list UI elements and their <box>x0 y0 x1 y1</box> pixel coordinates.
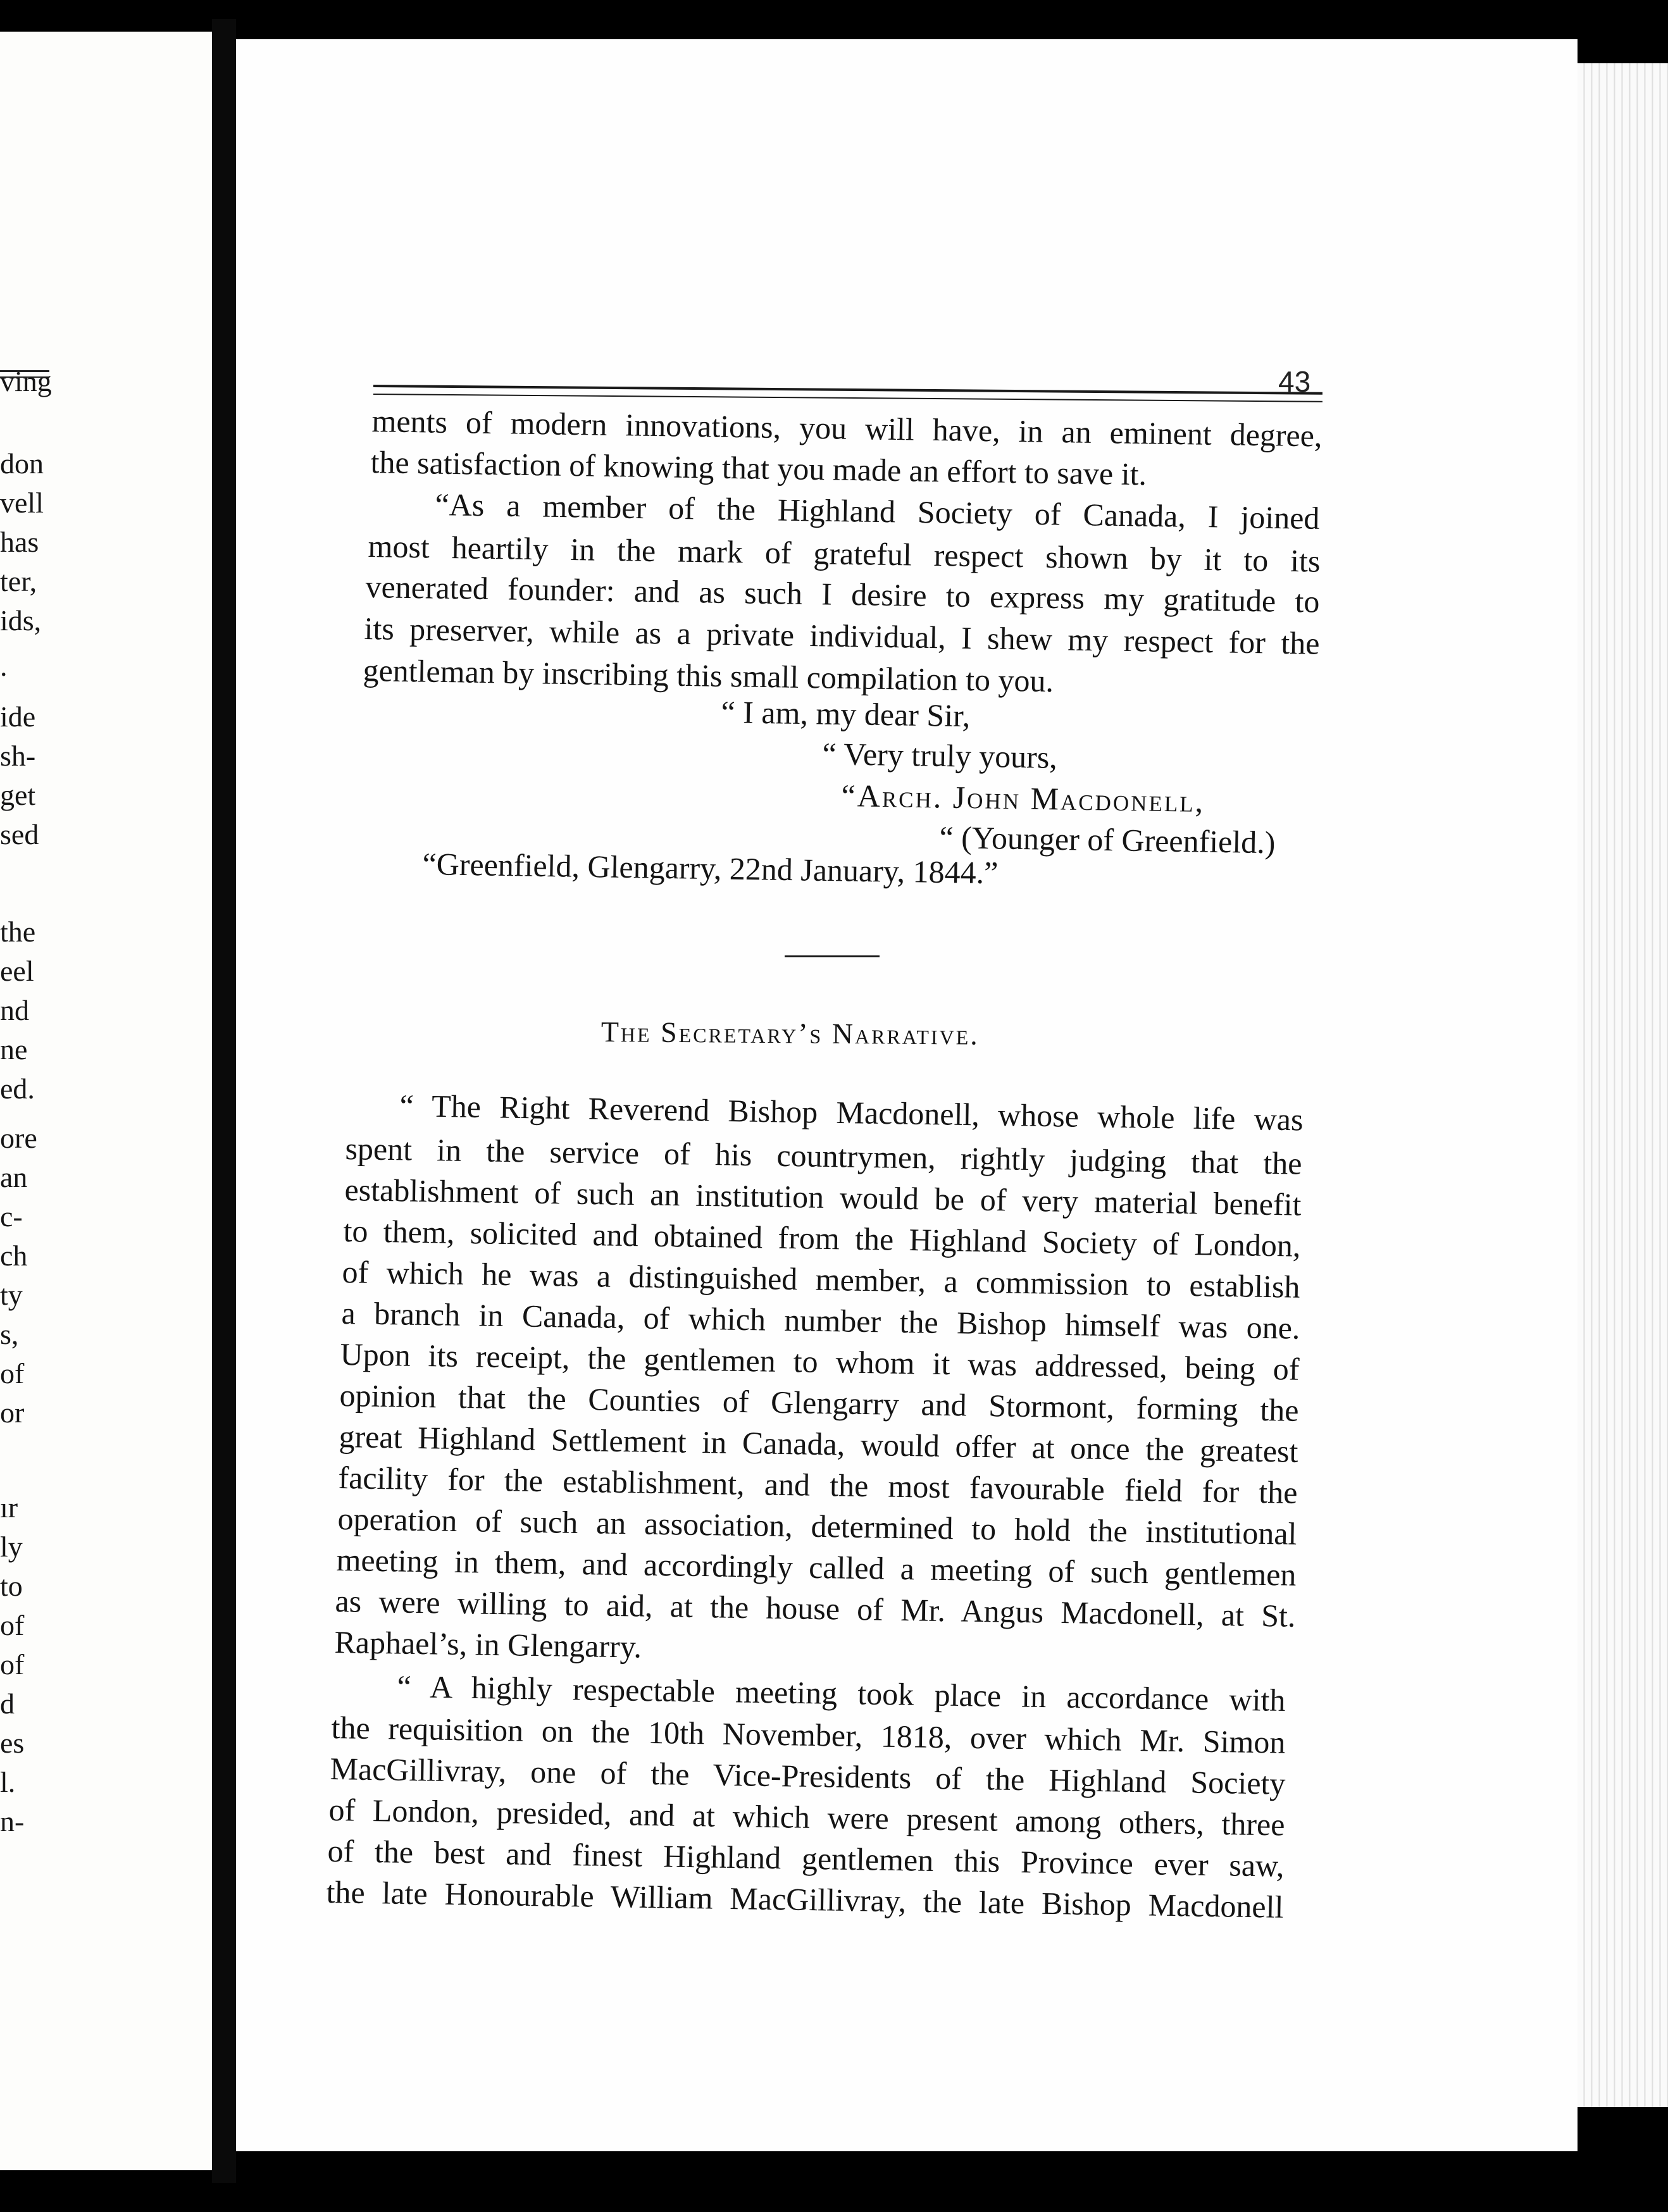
facing-page-fragment: eel <box>0 955 34 987</box>
text-line: “As a member of the Highland Society of Canada, I joined <box>435 487 1320 536</box>
facing-page-fragment: the <box>0 916 36 948</box>
text-line: Raphael’s, in Glengarry. <box>334 1624 642 1665</box>
facing-page-fragment: of <box>0 1609 25 1641</box>
text-line: spent in the service of his countrymen, rightly judging that the <box>345 1131 1302 1181</box>
text-line: gentleman by inscribing this small compilation to you. <box>363 652 1054 699</box>
text-line: most heartily in the mark of grateful respect shown by it to its <box>368 528 1321 579</box>
text-line: great Highland Settlement in Canada, would offer at once the greatest <box>339 1419 1298 1469</box>
text-line: “ A highly respectable meeting took place in accordance with <box>397 1668 1286 1718</box>
facing-page-fragment: ving <box>0 365 52 397</box>
facing-page-fragment: ids, <box>0 604 42 637</box>
text-line: of which he was a distinguished member, a commission to establish <box>342 1254 1300 1305</box>
facing-page-fragment: . <box>0 650 8 682</box>
facing-page-fragment: ed. <box>0 1072 35 1105</box>
text-line: meeting in them, and accordingly called a meeting of such gentlemen <box>336 1542 1297 1593</box>
facing-page-fragment: of <box>0 1648 25 1681</box>
text-line: the satisfaction of knowing that you made an effort to save it. <box>370 444 1147 492</box>
facing-page-fragment: nd <box>0 994 29 1026</box>
facing-page-fragment: ide <box>0 700 36 733</box>
facing-page-fragment: ter, <box>0 565 37 597</box>
facing-page-fragment: ty <box>0 1279 23 1311</box>
facing-page-fragment: c- <box>0 1200 23 1233</box>
text-line: to them, solicited and obtained from the Highland Society of London, <box>343 1213 1301 1264</box>
facing-page-fragment: or <box>0 1396 25 1429</box>
facing-page-fragment: vell <box>0 487 44 519</box>
text-line: establishment of such an institution would be of very material benefit <box>344 1172 1302 1222</box>
facing-page-fragment: ne <box>0 1033 28 1066</box>
text-line: Upon its receipt, the gentlemen to whom it was addressed, being of <box>340 1336 1300 1387</box>
letter-signature-note: “ (Younger of Greenfield.) <box>939 819 1276 861</box>
text-line: a branch in Canada, of which number the Bishop himself was one. <box>341 1295 1300 1346</box>
letter-valediction: “ Very truly yours, <box>822 736 1058 775</box>
text-line: of the best and finest Highland gentlemen this Province ever saw, <box>327 1833 1285 1884</box>
facing-page-fragment: l. <box>0 1766 16 1798</box>
facing-page-fragment: to <box>0 1570 23 1602</box>
facing-page-fragment: of <box>0 1357 25 1389</box>
facing-page-fragment: d <box>0 1687 15 1720</box>
section-divider <box>785 955 880 957</box>
facing-page-fragment: s, <box>0 1318 19 1350</box>
facing-page-fragment: ır <box>0 1491 18 1524</box>
text-line: opinion that the Counties of Glengarry and Stormont, forming the <box>339 1377 1299 1428</box>
letter-dateline: “Greenfield, Glengarry, 22nd January, 1844.” <box>422 846 999 891</box>
text-line: facility for the establishment, and the most favourable field for the <box>338 1460 1298 1510</box>
section-title: The Secretary’s Narrative. <box>601 1016 980 1051</box>
text-line: of London, presided, and at which were present among others, three <box>328 1792 1285 1842</box>
text-line: “ The Right Reverend Bishop Macdonell, whose whole life was <box>399 1088 1304 1138</box>
text-line: its preserver, while as a private individual, I shew my respect for the <box>364 611 1320 661</box>
facing-page-fragment: sh- <box>0 740 36 772</box>
facing-page-fragment: has <box>0 526 39 558</box>
facing-page-fragment: an <box>0 1161 28 1193</box>
page-number: 43 <box>1278 365 1311 398</box>
facing-page-fragment: n- <box>0 1805 25 1837</box>
text-line: the late Honourable William MacGillivray, the late Bishop Macdonell <box>326 1874 1284 1925</box>
letter-signature: “Arch. John Macdonell, <box>841 778 1205 819</box>
facing-page-fragment: sed <box>0 818 39 850</box>
letter-closing: “ I am, my dear Sir, <box>721 694 971 734</box>
text-line: the requisition on the 10th November, 1818, over which Mr. Simon <box>331 1710 1286 1760</box>
text-line: as were willing to aid, at the house of Mr. Angus Macdonell, at St. <box>335 1583 1296 1634</box>
text-line: operation of such an association, determined to hold the institutional <box>337 1501 1297 1551</box>
text-line: MacGillivray, one of the Vice-Presidents of the Highland Society <box>330 1751 1286 1801</box>
text-line: ments of modern innovations, you will have, in an eminent degree, <box>371 403 1323 454</box>
facing-page-fragment: ch <box>0 1240 28 1272</box>
facing-page-fragment: ore <box>0 1122 37 1154</box>
facing-page-fragment: get <box>0 779 36 811</box>
facing-page-fragment: es <box>0 1727 25 1759</box>
facing-page-fragment: don <box>0 447 44 480</box>
text-line: venerated founder: and as such I desire to express my gratitude to <box>365 569 1320 619</box>
facing-page-fragment: ly <box>0 1531 23 1563</box>
